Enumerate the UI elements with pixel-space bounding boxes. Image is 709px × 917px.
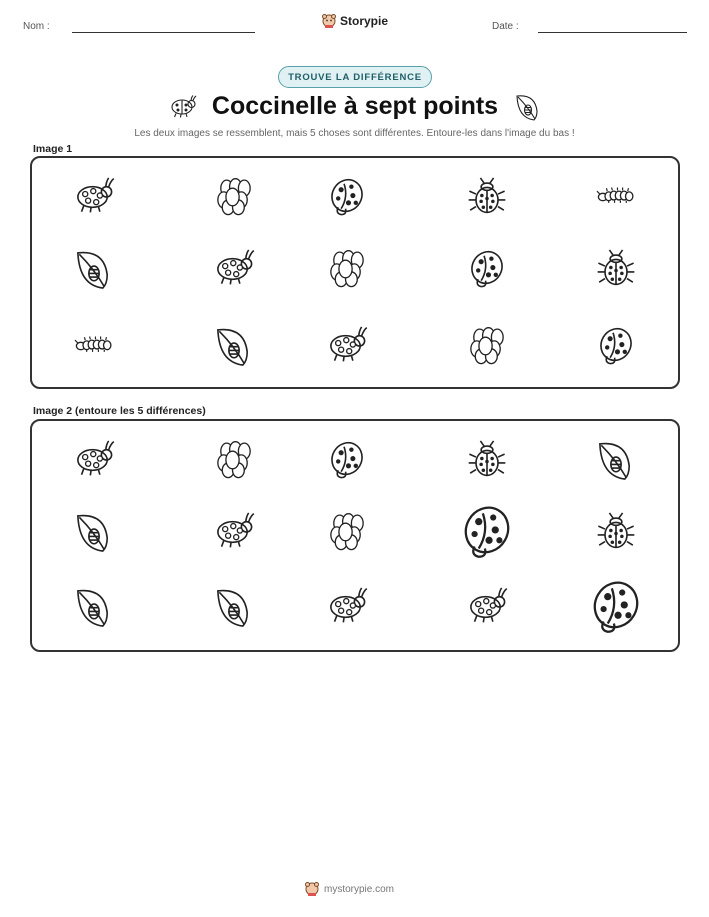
image1-label: Image 1 <box>33 143 73 155</box>
bear-logo-icon <box>305 881 319 897</box>
activity-badge: TROUVE LA DIFFÉRENCE <box>278 66 432 88</box>
image2-leaf-icon[interactable] <box>212 585 256 629</box>
image1-egg-cluster-icon <box>212 175 256 219</box>
image1-ladybug-round-icon <box>465 247 509 291</box>
ladybug-icon <box>167 94 197 118</box>
image1-caterpillar-icon <box>72 324 116 368</box>
image2-leaf-icon[interactable] <box>72 510 116 554</box>
bear-logo-icon <box>322 13 336 29</box>
date-label: Date : <box>492 21 519 32</box>
image2-leaf-icon[interactable] <box>72 585 116 629</box>
image1-egg-cluster-icon <box>465 324 509 368</box>
footer-url: mystorypie.com <box>324 883 395 895</box>
image1-leaf-icon <box>212 324 256 368</box>
image2-leaf-icon[interactable] <box>594 438 638 482</box>
image1-ladybug-side-icon <box>325 324 369 368</box>
image2-ladybug-top-icon[interactable] <box>465 438 509 482</box>
image2-egg-cluster-icon[interactable] <box>325 510 369 554</box>
image2-label: Image 2 (entoure les 5 différences) <box>33 405 206 417</box>
image1-ladybug-top-icon <box>465 175 509 219</box>
instructions: Les deux images se ressemblent, mais 5 choses sont différentes. Entoure-les dans l'image du bas ! <box>134 128 575 139</box>
image2-ladybug-side-icon[interactable] <box>465 585 509 629</box>
image1-ladybug-round-icon <box>594 324 638 368</box>
name-line[interactable] <box>72 32 255 33</box>
image1-caterpillar-icon <box>594 175 638 219</box>
image2-ladybug-side-icon[interactable] <box>212 510 256 554</box>
leaf-icon <box>513 92 541 122</box>
image2-ladybug-round-large-icon[interactable] <box>456 501 518 563</box>
image1-ladybug-top-icon <box>594 247 638 291</box>
name-label: Nom : <box>23 21 50 32</box>
brand-name: Storypie <box>340 14 389 28</box>
image1-leaf-icon <box>72 247 116 291</box>
image2-ladybug-top-icon[interactable] <box>594 510 638 554</box>
image2-egg-cluster-icon[interactable] <box>212 438 256 482</box>
image1-ladybug-side-icon <box>72 175 116 219</box>
footer <box>305 881 394 897</box>
image2-ladybug-round-icon[interactable] <box>325 438 369 482</box>
image2-ladybug-side-icon[interactable] <box>325 585 369 629</box>
brand-logo <box>322 13 388 29</box>
image2-ladybug-side-icon[interactable] <box>72 438 116 482</box>
image1-egg-cluster-icon <box>325 247 369 291</box>
image1-ladybug-round-icon <box>325 175 369 219</box>
page-title: Coccinelle à sept points <box>211 92 499 120</box>
image1-ladybug-side-icon <box>212 247 256 291</box>
image2-ladybug-round-large-icon[interactable] <box>585 576 647 638</box>
date-line[interactable] <box>538 32 687 33</box>
